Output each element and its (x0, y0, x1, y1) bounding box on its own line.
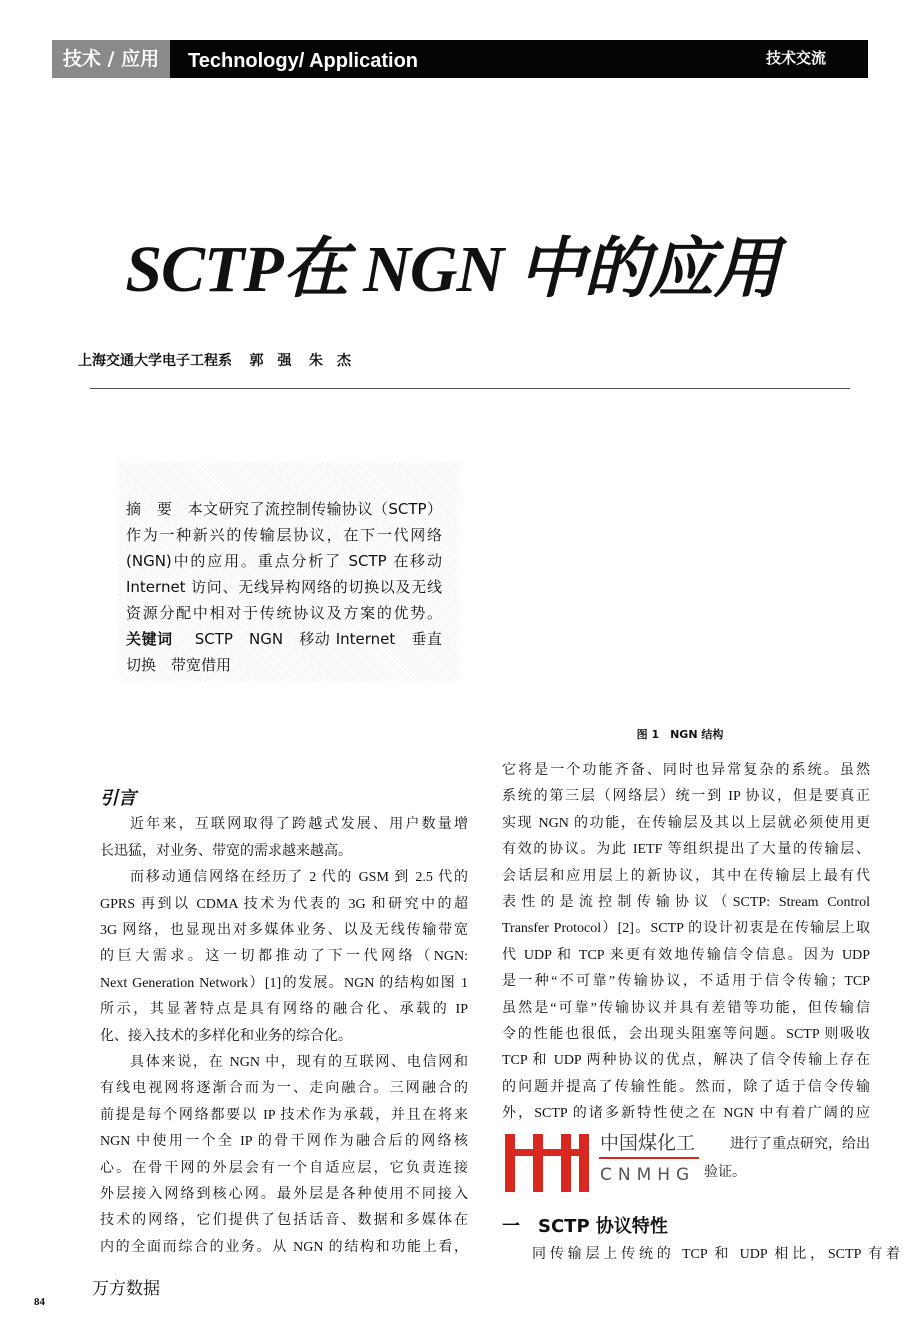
section-heading-intro: 引言 (100, 788, 136, 809)
article-title: SCTP在 NGN 中的应用 (125, 233, 779, 306)
paragraph-line: 有效的协议。为此 IETF 等组织提出了大量的传输层、 (502, 842, 870, 858)
paragraph-line: TCP 和 UDP 两种协议的优点，解决了信令传输上存在 (502, 1053, 870, 1069)
keywords-line (126, 626, 442, 652)
paragraph-line: 会话层和应用层上的新协议，其中在传输层上最有代 (502, 868, 870, 884)
figure-caption: 图 1 NGN 结构 (636, 728, 724, 741)
paragraph-line: 是一种“不可靠”传输协议，不适用于信令传输；TCP (502, 974, 870, 990)
paragraph-line: 的问题并提高了传输性能。然而，除了适于信令传输 (502, 1079, 870, 1095)
paragraph-line: 系统的第三层（网络层）统一到 IP 协议，但是要真正 (502, 789, 870, 805)
paragraph-line: 代 UDP 和 TCP 来更有效地传输信令信息。因为 UDP (502, 947, 870, 963)
paragraph-line: 有线电视网将逐渐合而为一、走向融合。三网融合的 (100, 1081, 468, 1097)
section-heading-sctp: 一 SCTP 协议特性 (502, 1216, 668, 1237)
author-name: 朱 杰 (309, 354, 351, 369)
section-tag: 技术 / 应用 (52, 40, 170, 78)
paragraph-line: 化、接入技术的多样化和业务的综合化。 (100, 1028, 352, 1044)
paragraph-line: NGN 中使用一个全 IP 的骨干网作为融合后的网络核 (100, 1134, 468, 1150)
paragraph-line-partial: 进行了重点研究，给出 (730, 1137, 870, 1152)
paragraph-line: 前提是每个网络都要以 IP 技术作为承载，并且在将来 (100, 1107, 468, 1123)
paragraph-line: 外，SCTP 的诸多新特性使之在 NGN 中有着广阔的应 (502, 1106, 870, 1122)
column-name: 技术交流 (765, 51, 826, 67)
paragraph-line: 而移动通信网络在经历了 2 代的 GSM 到 2.5 代的 (130, 870, 468, 886)
abstract-line: 摘 要 本文研究了流控制传输协议（SCTP） (126, 500, 442, 518)
watermark-underline (599, 1157, 699, 1159)
author-name: 郭 强 (249, 354, 292, 369)
paragraph-line: Transfer Protocol）[2]。SCTP 的设计初衷是在传输层上取 (502, 921, 870, 937)
page-number: 84 (34, 1296, 45, 1308)
paragraph-line: 技术的网络，它们提供了包括话音、数据和多媒体在 (100, 1213, 468, 1229)
abstract-line: 作为一种新兴的传输层协议，在下一代网络 (126, 526, 442, 544)
divider (90, 388, 850, 389)
right-column (502, 758, 870, 1128)
paragraph-line: 所示，其显著特点是具有网络的融合化、承载的 IP (100, 1002, 468, 1018)
paragraph-line: 心。在骨干网的外层会有一个自适应层，它负责连接 (100, 1160, 468, 1176)
paragraph-line-partial: 验证。 (704, 1165, 746, 1180)
paragraph-line: 具体来说，在 NGN 中，现有的互联网、电信网和 (130, 1055, 468, 1071)
watermark-logo (503, 1134, 593, 1192)
keywords-label: 关键词 (126, 630, 173, 648)
paragraph-line: GPRS 再到以 CDMA 技术为代表的 3G 和研究中的超 (100, 896, 468, 912)
paragraph-line: Next Generation Network）[1]的发展。NGN 的结构如图 1 (100, 975, 468, 991)
section-header-bar (52, 40, 868, 78)
paragraph-line: 虽然是“可靠”传输协议并具有差错等功能，但传输信 (502, 1000, 870, 1016)
source-mark: 万方数据 (92, 1279, 160, 1299)
keywords-value: SCTP NGN 移动 Internet 垂直 (194, 630, 442, 648)
paragraph-line: 的巨大需求。这一切都推动了下一代网络（NGN: (100, 949, 468, 965)
affiliation: 上海交通大学电子工程系 (78, 354, 232, 369)
author-line (78, 350, 365, 370)
abstract-text (126, 496, 442, 678)
paragraph-line: 3G 网络，也显现出对多媒体业务、以及无线传输带宽 (100, 923, 468, 939)
keywords-line-2: 切换 带宽借用 (126, 656, 232, 674)
watermark-text-en: CNMHG (600, 1165, 696, 1185)
paragraph-line: 同传输层上传统的 TCP 和 UDP 相比，SCTP 有着 (532, 1247, 900, 1262)
abstract-line: (NGN)中的应用。重点分析了 SCTP 在移动 (126, 552, 442, 570)
abstract-box (118, 462, 460, 682)
left-column (100, 786, 468, 1261)
watermark-text-cn: 中国煤化工 (600, 1132, 696, 1154)
section-english: Technology/ Application (188, 50, 418, 72)
paragraph-line: 它将是一个功能齐备、同时也异常复杂的系统。虽然 (502, 763, 870, 778)
abstract-line: Internet 访问、无线异构网络的切换以及无线 (126, 578, 442, 596)
paragraph-line: 内的全面而综合的业务。从 NGN 的结构和功能上看， (100, 1239, 468, 1255)
paragraph-line: 表性的是流控制传输协议（SCTP: Stream Control (502, 895, 870, 911)
paragraph-line: 长迅猛，对业务、带宽的需求越来越高。 (100, 843, 352, 859)
paragraph-line: 实现 NGN 的功能，在传输层及其以上层就必须使用更 (502, 815, 870, 831)
paragraph-line: 近年来，互联网取得了跨越式发展、用户数量增 (130, 817, 468, 833)
abstract-line: 资源分配中相对于传统协议及方案的优势。 (126, 604, 442, 622)
paragraph-line: 令的性能也很低，会出现头阻塞等问题。SCTP 则吸收 (502, 1027, 870, 1043)
paragraph-line: 外层接入网络到核心网。最外层是各种使用不同接入 (100, 1187, 468, 1203)
